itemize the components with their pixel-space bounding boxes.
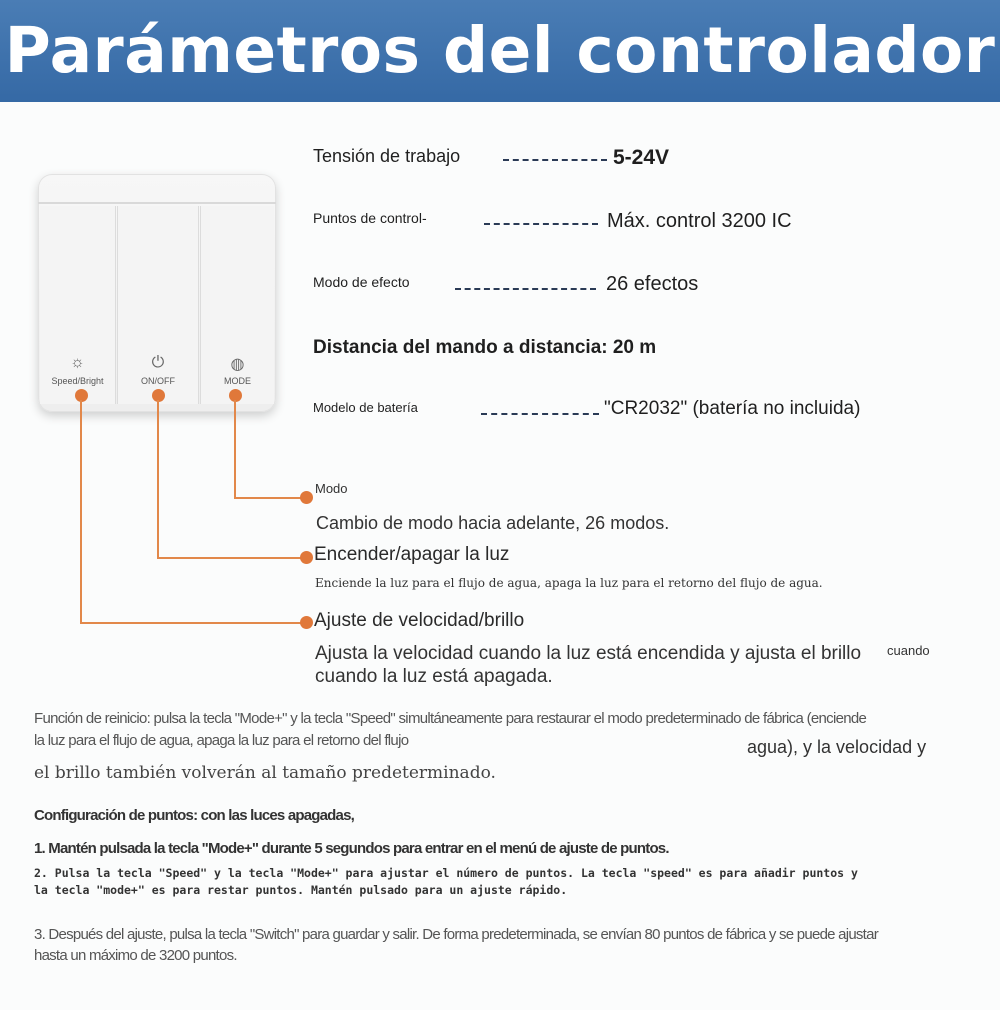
- speed-title: Ajuste de velocidad/brillo: [314, 610, 525, 631]
- remote-control: [38, 174, 276, 412]
- spec-label-battery: Modelo de batería: [313, 400, 418, 415]
- spec-leader: [481, 413, 599, 415]
- spec-value-effect-mode: 26 efectos: [606, 273, 699, 295]
- speed-leader-horizontal: [80, 622, 306, 624]
- spec-leader: [503, 159, 607, 161]
- spec-label-effect-mode: Modo de efecto: [313, 274, 410, 290]
- spec-label-voltage: Tensión de trabajo: [313, 146, 461, 166]
- title-banner: [0, 0, 1000, 102]
- reset-line-2-tail: agua), y la velocidad y: [747, 737, 927, 757]
- power-leader-horizontal: [157, 557, 306, 559]
- remote-top-edge: [38, 174, 276, 204]
- power-title: Encender/apagar la luz: [314, 544, 510, 565]
- page-title: Parámetros del controlador: [4, 14, 996, 87]
- speed-end-dot: [300, 616, 313, 629]
- mode-label: MODE: [224, 376, 251, 386]
- spec-value-voltage: 5-24V: [613, 146, 670, 169]
- speed-bright-label: Speed/Bright: [51, 376, 104, 386]
- reset-line-3: el brillo también volverán al tamaño predeterminado.: [34, 763, 496, 783]
- speed-description-line2: cuando la luz está apagada.: [315, 666, 553, 687]
- on-off-label: ON/OFF: [141, 376, 175, 386]
- config-step-3a: 3. Después del ajuste, pulsa la tecla "Switch" para guardar y salir. De forma predeterminada, se envían 80 puntos de fábrica y se puede ajustar: [34, 926, 878, 943]
- on-off-key[interactable]: [117, 206, 199, 404]
- config-step-3b: hasta un máximo de 3200 puntos.: [34, 947, 237, 964]
- config-step-2a: 2. Pulsa la tecla "Speed" y la tecla "Mode+" para ajustar el número de puntos. La tecla "speed" es para añadir puntos y: [34, 866, 858, 880]
- mode-key[interactable]: [200, 206, 274, 404]
- speed-description-overlay: cuando: [887, 643, 930, 658]
- speed-leader-vertical: [80, 400, 82, 624]
- spec-label-control-points: Puntos de control-: [313, 210, 427, 226]
- power-description: Enciende la luz para el flujo de agua, apaga la luz para el retorno del flujo de agua.: [315, 576, 823, 590]
- power-end-dot: [300, 551, 313, 564]
- mode-leader-horizontal: [234, 497, 306, 499]
- mode-title: Modo: [315, 481, 348, 496]
- spec-value-control-points: Máx. control 3200 IC: [607, 210, 792, 232]
- reset-line-2: la luz para el flujo de agua, apaga la luz para el retorno del flujo: [34, 732, 409, 749]
- mode-end-dot: [300, 491, 313, 504]
- power-leader-vertical: [157, 400, 159, 559]
- spec-value-battery: "CR2032" (batería no incluida): [604, 398, 861, 419]
- reset-line-1: Función de reinicio: pulsa la tecla "Mode+" y la tecla "Speed" simultáneamente para restaurar el modo predeterminado de fábrica (enciende: [34, 710, 867, 727]
- power-icon: ⏻: [151, 354, 165, 371]
- spec-leader: [455, 288, 596, 290]
- config-heading: Configuración de puntos: con las luces apagadas,: [34, 807, 354, 824]
- mode-leader-vertical: [234, 400, 236, 498]
- speed-description-line1: Ajusta la velocidad cuando la luz está encendida y ajusta el brillo: [315, 643, 862, 664]
- config-step-1: 1. Mantén pulsada la tecla "Mode+" durante 5 segundos para entrar en el menú de ajuste de puntos.: [34, 840, 669, 857]
- config-step-2b: la tecla "mode+" es para restar puntos. Mantén pulsado para un ajuste rápido.: [34, 883, 568, 897]
- sun-icon: ☼: [70, 354, 85, 371]
- spec-remote-distance: Distancia del mando a distancia: 20 m: [313, 337, 657, 358]
- mode-icon: ◍: [230, 356, 245, 373]
- spec-leader: [484, 223, 598, 225]
- speed-bright-key[interactable]: [40, 206, 116, 404]
- mode-description: Cambio de modo hacia adelante, 26 modos.: [316, 513, 670, 533]
